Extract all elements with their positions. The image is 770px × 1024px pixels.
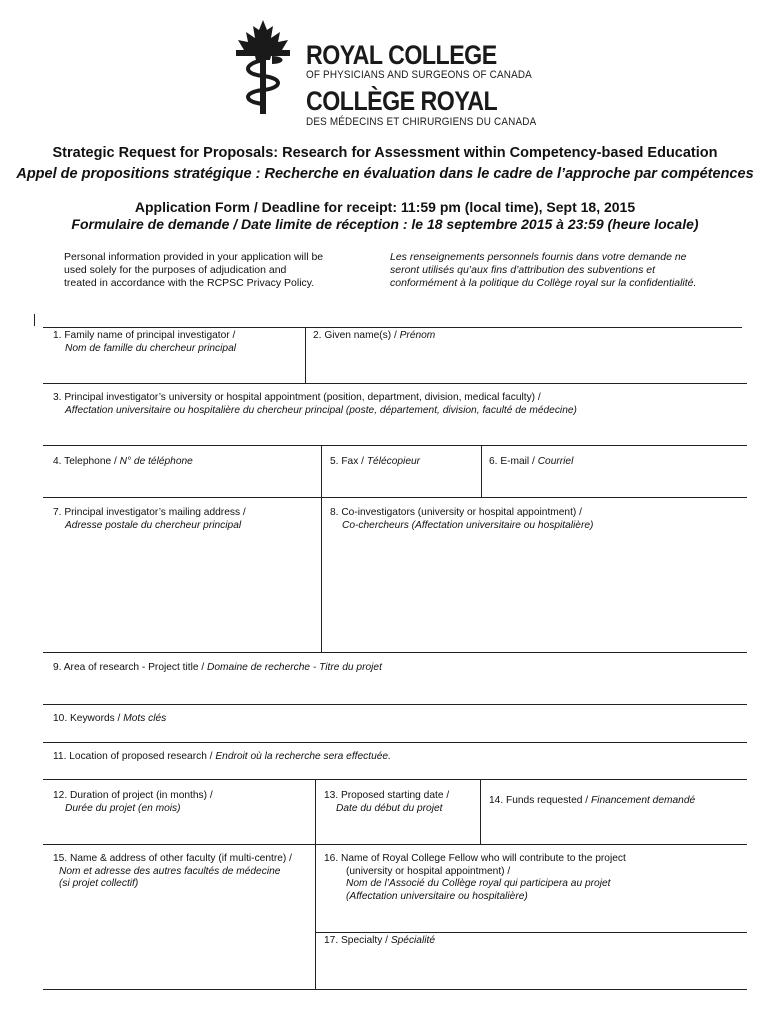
field-3-appointment[interactable]: 3. Principal investigator’s university or hospital appointment (position, department, division, medical faculty) / Affectation universitaire ou hospitalière du chercheur principal (poste, département, division, faculté de médecine) (53, 392, 577, 416)
rule-9 (43, 844, 747, 845)
field-12-duration[interactable]: 12. Duration of project (in months) / Durée du projet (en mois) (53, 790, 213, 814)
field-1-family-name[interactable]: 1. Family name of principal investigator / Nom de famille du chercheur principal (53, 330, 237, 354)
divider-1-2 (305, 327, 306, 383)
rule-4 (43, 497, 747, 498)
margin-mark (34, 314, 35, 326)
privacy-notice-en: Personal information provided in your application will be used solely for the purposes of adjudication and treated in accordance with the RCPSC Privacy Policy. (64, 251, 324, 289)
field-8-co-investigators[interactable]: 8. Co-investigators (university or hospital appointment) / Co-chercheurs (Affectation universitaire ou hospitalière) (330, 507, 594, 531)
privacy-notice-fr: Les renseignements personnels fournis dans votre demande ne seront utilisés qu’aux fins d’attribution des subventions et conformément à la politique du Collège royal sur la confidentialité. (390, 251, 697, 289)
field-9-area-of-research[interactable]: 9. Area of research - Project title / Domaine de recherche - Titre du projet (53, 662, 382, 673)
field-14-funds-requested[interactable]: 14. Funds requested / Financement demandé (489, 795, 696, 806)
field-17-specialty[interactable]: 17. Specialty / Spécialité (324, 935, 436, 946)
form-deadline-en: Application Form / Deadline for receipt: 11:59 pm (local time), Sept 18, 2015 (134, 199, 636, 215)
logo-line-3: COLLÈGE ROYAL (306, 86, 498, 116)
field-13-start-date[interactable]: 13. Proposed starting date / Date du début du projet (324, 790, 450, 814)
form-deadline-fr: Formulaire de demande / Date limite de réception : le 18 septembre 2015 à 23:59 (heure locale) (71, 216, 699, 232)
logo-line-1: ROYAL COLLEGE (306, 40, 497, 70)
field-4-telephone[interactable]: 4. Telephone / N° de téléphone (53, 456, 193, 467)
title-fr: Appel de propositions stratégique : Recherche en évaluation dans le cadre de l’approche par compétences (16, 166, 754, 182)
divider-12-13 (315, 779, 316, 989)
field-6-email[interactable]: 6. E-mail / Courriel (489, 456, 574, 467)
divider-4-5 (321, 445, 322, 652)
field-5-fax[interactable]: 5. Fax / Télécopieur (330, 456, 421, 467)
rcpsc-emblem-icon (228, 20, 298, 116)
title-en: Strategic Request for Proposals: Research for Assessment within Competency-based Education (52, 145, 718, 161)
divider-13-14 (480, 779, 481, 844)
rule-5 (43, 652, 747, 653)
field-7-mailing-address[interactable]: 7. Principal investigator’s mailing address / Adresse postale du chercheur principal (53, 507, 246, 531)
rule-6 (43, 704, 747, 705)
field-11-location[interactable]: 11. Location of proposed research / Endroit où la recherche sera effectuée. (53, 751, 391, 762)
rule-7 (43, 742, 747, 743)
rule-11 (43, 989, 747, 990)
rule-2 (43, 383, 747, 384)
field-15-other-faculty[interactable]: 15. Name & address of other faculty (if multi-centre) / Nom et adresse des autres facultés de médecine (si projet collectif) (53, 853, 292, 889)
field-16-royal-college-fellow[interactable]: 16. Name of Royal College Fellow who will contribute to the project (university or hospital appointment) / Nom de l’Associé du Collège royal qui participera au projet (Affectation universitaire ou hospitalière) (324, 853, 626, 902)
rule-3 (43, 445, 747, 446)
field-2-given-names[interactable]: 2. Given name(s) / Prénom (313, 330, 436, 341)
rule-10 (316, 932, 747, 933)
rule-1 (43, 327, 742, 328)
logo-line-4: DES MÉDECINS ET CHIRURGIENS DU CANADA (306, 116, 537, 128)
field-10-keywords[interactable]: 10. Keywords / Mots clés (53, 713, 167, 724)
rule-8 (43, 779, 747, 780)
divider-5-6 (481, 445, 482, 497)
logo-line-2: OF PHYSICIANS AND SURGEONS OF CANADA (306, 69, 532, 81)
